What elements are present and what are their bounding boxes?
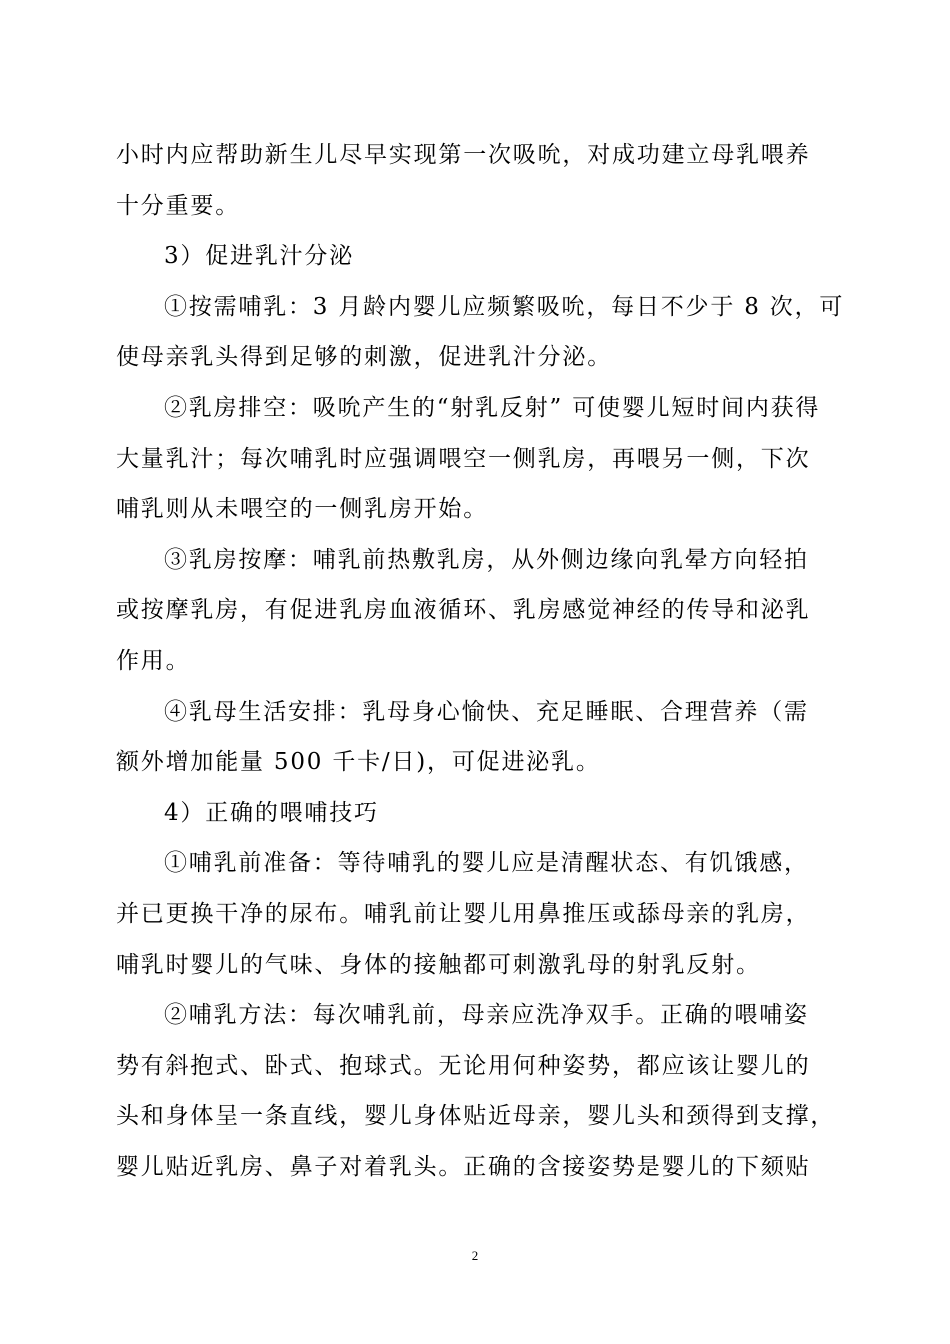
page-number: 2 [471,1248,479,1263]
text-line: 哺乳则从未喂空的一侧乳房开始。 [116,496,488,523]
text-line: 婴儿贴近乳房、鼻子对着乳头。正确的含接姿势是婴儿的下颏贴 [116,1153,811,1180]
text-line: 使母亲乳头得到足够的刺激，促进乳汁分泌。 [116,344,612,371]
text-line: 小时内应帮助新生儿尽早实现第一次吸吮，对成功建立母乳喂养 [116,142,811,168]
section-heading: 3）促进乳汁分泌 [164,243,355,270]
text-line: ①按需哺乳：3 月龄内婴儿应频繁吸吮，每日不少于 8 次，可 [164,293,845,320]
body-text [116,130,844,1192]
text-line: ①哺乳前准备：等待哺乳的婴儿应是清醒状态、有饥饿感， [164,850,809,877]
text-line: 十分重要。 [116,192,240,219]
text-line: ②哺乳方法：每次哺乳前，母亲应洗净双手。正确的喂哺姿 [164,1002,809,1029]
text-line: ④乳母生活安排：乳母身心愉快、充足睡眠、合理营养（需 [164,698,809,725]
section-heading: 4）正确的喂哺技巧 [164,799,379,826]
text-line: 额外增加能量 500 千卡/日)，可促进泌乳。 [116,749,601,776]
text-line: 大量乳汁；每次哺乳时应强调喂空一侧乳房，再喂另一侧，下次 [116,445,811,472]
text-line: ②乳房排空：吸吮产生的“射乳反射” 可使婴儿短时间内获得 [164,394,821,421]
text-line: 作用。 [116,647,191,674]
text-line: 头和身体呈一条直线，婴儿身体贴近母亲，婴儿头和颈得到支撑， [116,1103,836,1130]
text-line: 并已更换干净的尿布。哺乳前让婴儿用鼻推压或舔母亲的乳房， [116,900,811,927]
text-line: 或按摩乳房，有促进乳房血液循环、乳房感觉神经的传导和泌乳 [116,597,811,624]
text-line: ③乳房按摩：哺乳前热敷乳房，从外侧边缘向乳晕方向轻拍 [164,546,809,573]
text-line: 哺乳时婴儿的气味、身体的接触都可刺激乳母的射乳反射。 [116,951,761,978]
text-line: 势有斜抱式、卧式、抱球式。无论用何种姿势，都应该让婴儿的 [116,1052,811,1079]
